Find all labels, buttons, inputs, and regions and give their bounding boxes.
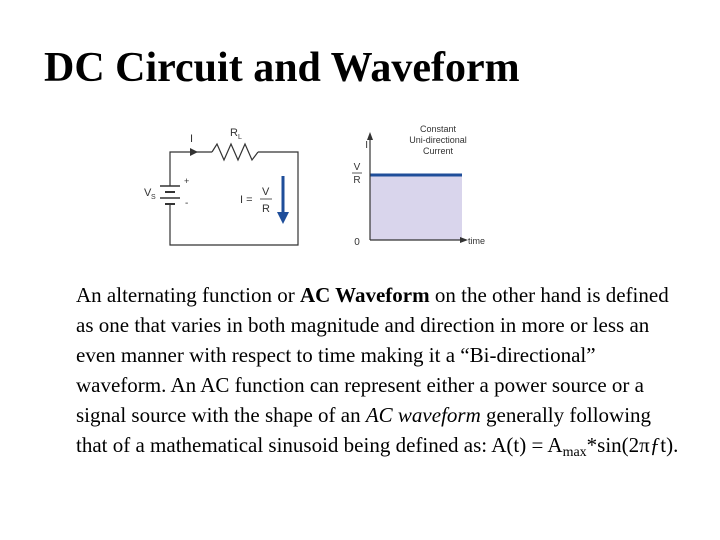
current-flow-arrow-head bbox=[277, 212, 289, 224]
resistor-subscript: L bbox=[238, 134, 242, 141]
level-label-numerator: V bbox=[353, 162, 361, 173]
paragraph-text: generally following that of a mathematical sinusoid being defined as: A(t) = A bbox=[76, 403, 652, 457]
resistor-label: R bbox=[230, 127, 238, 139]
circuit-wire bbox=[170, 152, 212, 180]
ohm-law-lhs: I = bbox=[240, 194, 253, 206]
paragraph-text: An alternating function or bbox=[76, 283, 300, 307]
ac-waveform-italic-term: AC waveform bbox=[365, 403, 481, 427]
current-direction-arrow bbox=[190, 148, 198, 156]
slide-title: DC Circuit and Waveform bbox=[44, 45, 520, 91]
waveform-annotation-line3: Current bbox=[422, 146, 454, 156]
source-label: V bbox=[144, 187, 152, 199]
level-label-denominator: R bbox=[353, 175, 361, 186]
paragraph-text: *sin(2π bbox=[586, 433, 650, 457]
ac-waveform-term: AC Waveform bbox=[299, 283, 430, 307]
origin-label: 0 bbox=[354, 237, 360, 248]
x-axis-arrow-icon bbox=[460, 237, 468, 243]
waveform-fill-area bbox=[370, 175, 462, 240]
y-axis-label: I bbox=[365, 140, 368, 151]
paragraph-text: t). bbox=[660, 433, 679, 457]
current-label: I bbox=[190, 133, 194, 145]
y-axis-arrow-icon bbox=[367, 132, 373, 140]
dc-waveform-graph bbox=[336, 120, 496, 255]
waveform-annotation-line2: Uni-directional bbox=[409, 135, 467, 145]
amplitude-subscript: max bbox=[562, 445, 587, 460]
ohm-law-denominator: R bbox=[262, 203, 270, 215]
minus-sign: - bbox=[185, 198, 189, 209]
source-subscript: S bbox=[151, 194, 156, 201]
frequency-symbol: ƒ bbox=[649, 433, 661, 457]
x-axis-label: time bbox=[468, 236, 486, 246]
plus-sign: + bbox=[184, 176, 190, 186]
body-paragraph bbox=[76, 280, 686, 468]
ohm-law-numerator: V bbox=[262, 186, 270, 198]
circuit-wire bbox=[170, 152, 298, 245]
paragraph-text: on the other hand is defined as one that varies in both magnitude and direction in more or less an even manner with respect to time making it a “Bi-directional” waveform. An AC function can represent either a power source or a signal source with the shape of an bbox=[76, 283, 669, 427]
dc-circuit-diagram bbox=[140, 120, 320, 255]
waveform-annotation-line1: Constant bbox=[419, 124, 457, 134]
resistor-symbol bbox=[212, 144, 258, 160]
